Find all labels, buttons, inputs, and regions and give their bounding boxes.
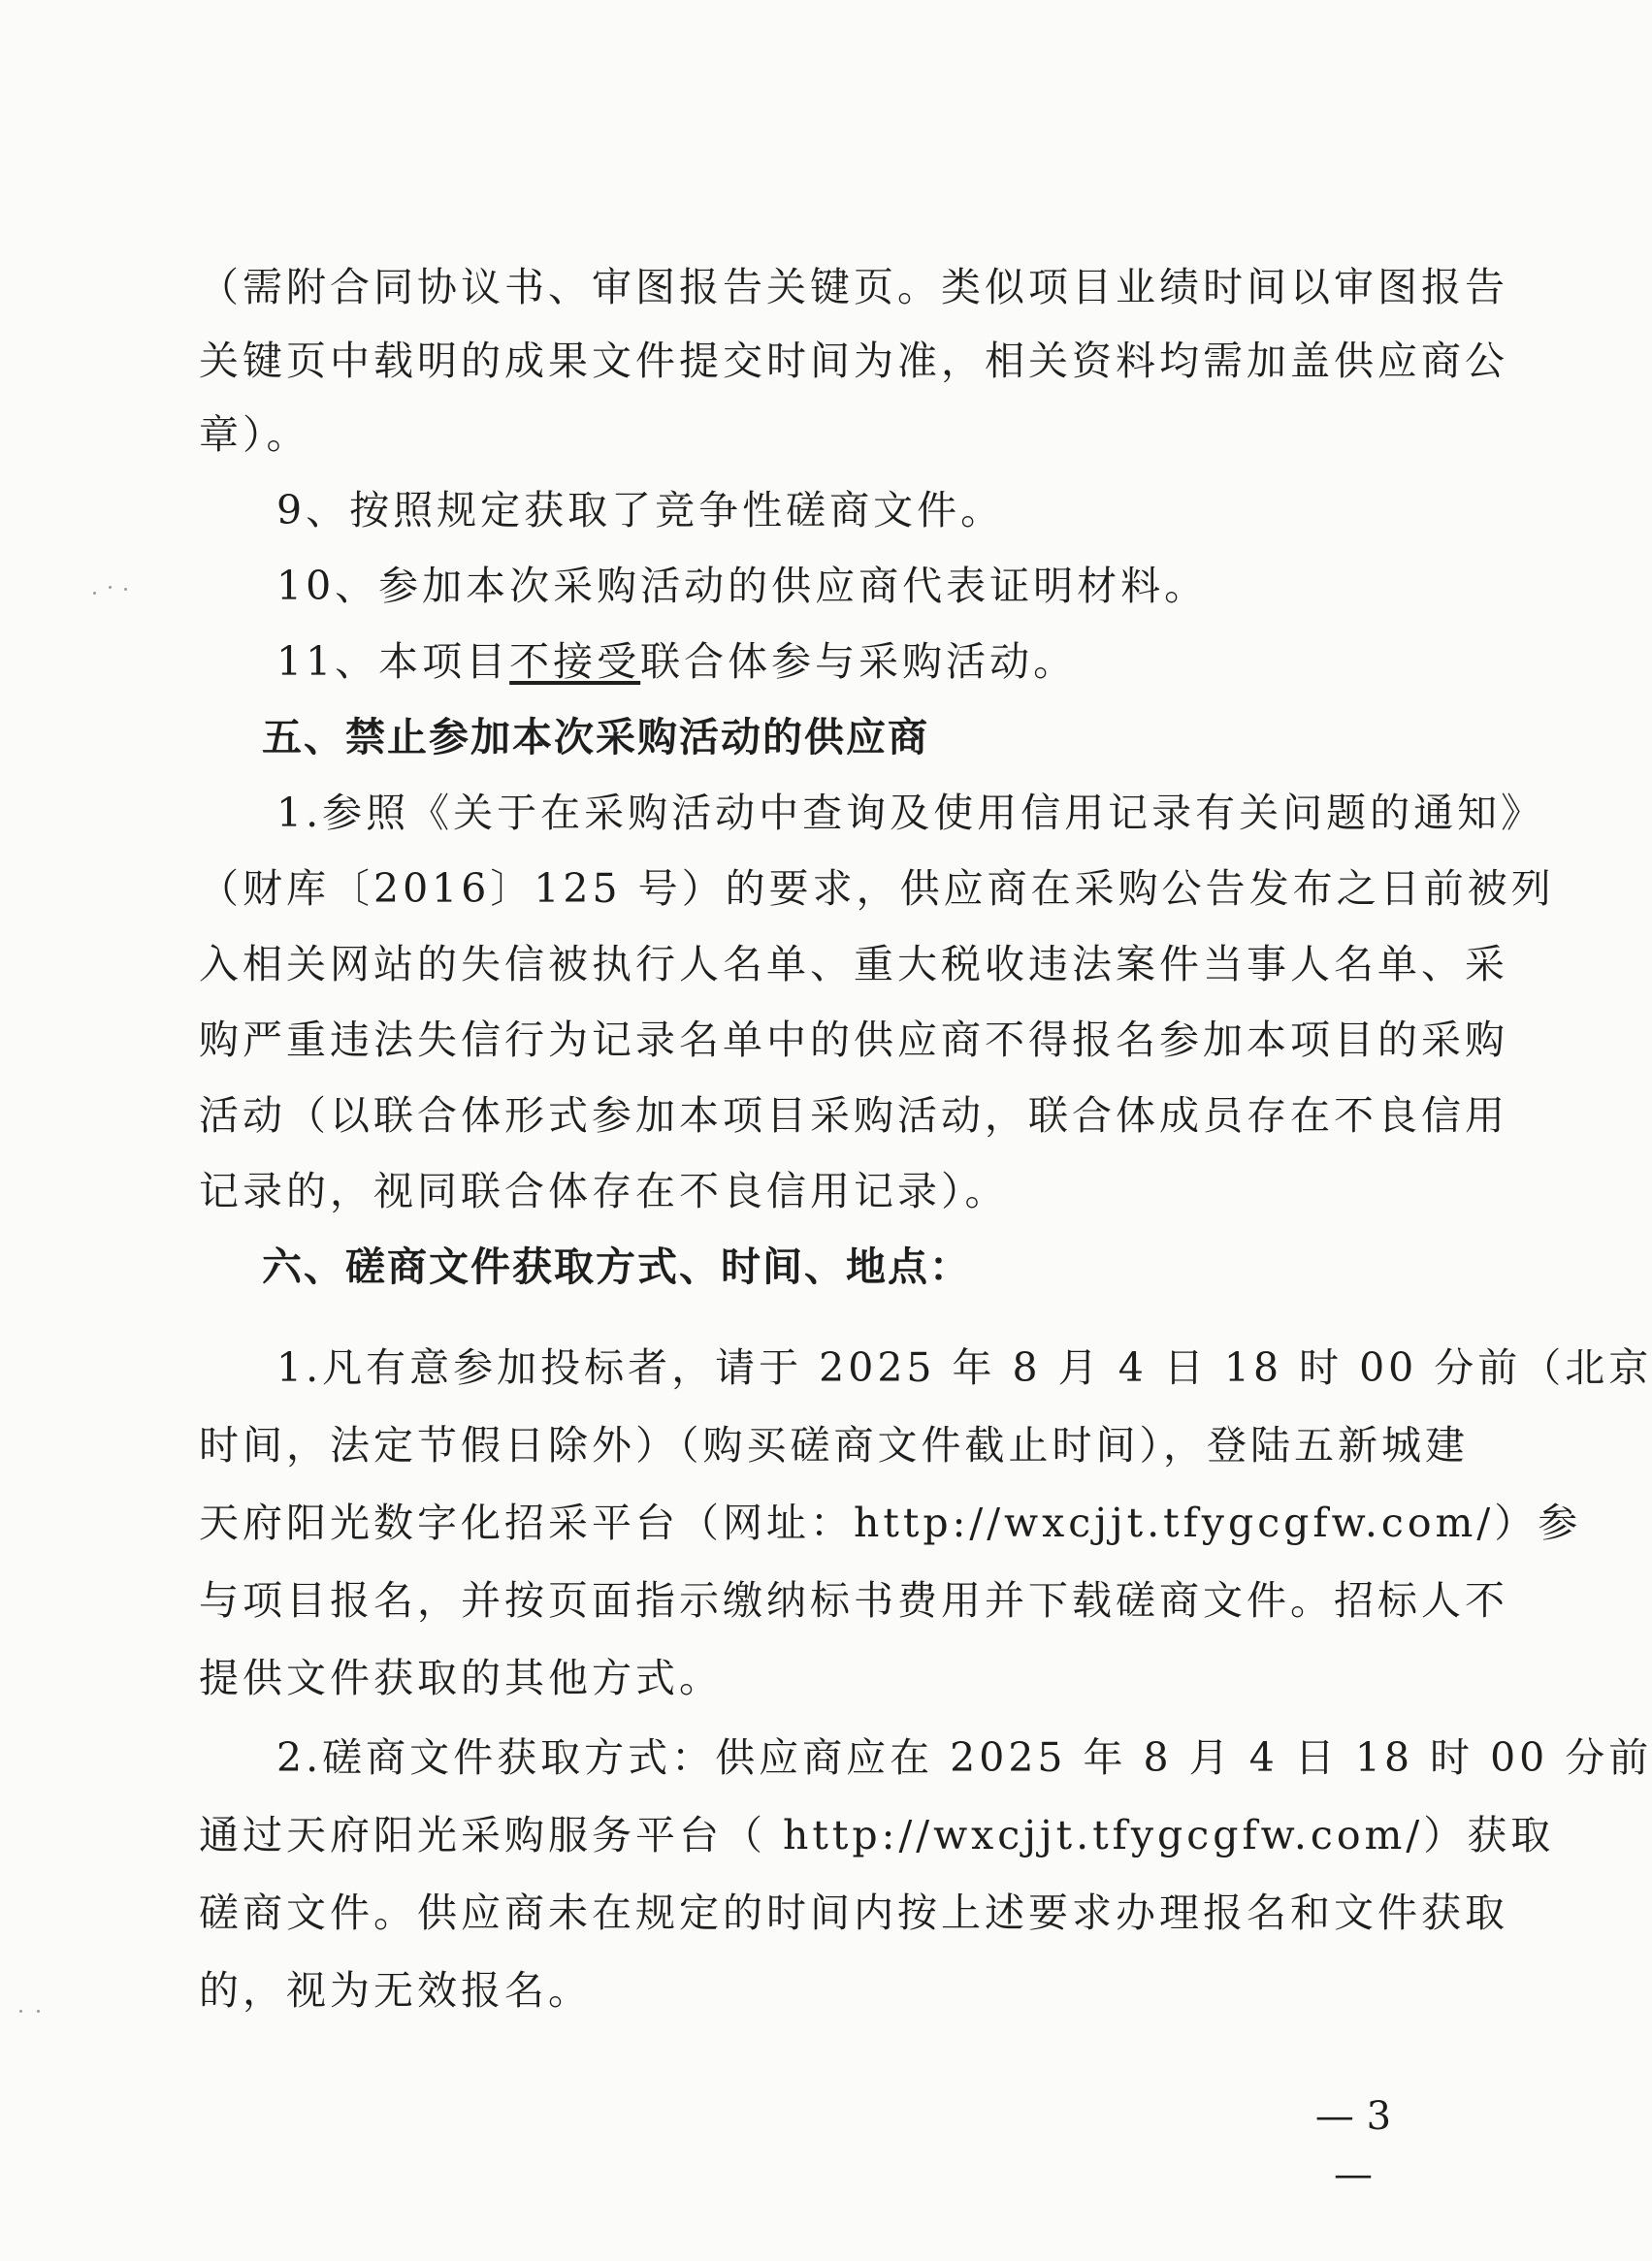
text-line: 磋商文件。供应商未在规定的时间内按上述要求办理报名和文件获取 — [199, 1890, 1508, 1936]
text-line: 章）。 — [199, 411, 310, 458]
scan-speck — [124, 588, 127, 591]
text-line: （财库〔2016〕125 号）的要求，供应商在采购公告发布之日前被列 — [199, 865, 1555, 912]
scan-speck — [93, 592, 96, 595]
list-item-text: 联合体参与采购活动。 — [640, 638, 1078, 685]
scan-speck — [37, 2010, 40, 2013]
text-line: 入相关网站的失信被执行人名单、重大税收违法案件当事人名单、采 — [199, 941, 1508, 987]
text-line: 与项目报名，并按页面指示缴纳标书费用并下载磋商文件。招标人不 — [199, 1577, 1508, 1624]
text-line: 1.凡有意参加投标者，请于 2025 年 8 月 4 日 18 时 00 分前（北京 — [276, 1344, 1652, 1391]
scan-speck — [109, 586, 112, 589]
text-line: 购严重违法失信行为记录名单中的供应商不得报名参加本项目的采购 — [199, 1017, 1508, 1063]
text-line: 提供文件获取的其他方式。 — [199, 1655, 723, 1701]
text-line: 的，视为无效报名。 — [199, 1967, 592, 2014]
text-line: （需附合同协议书、审图报告关键页。类似项目业绩时间以审图报告 — [199, 264, 1508, 310]
section-heading: 五、禁止参加本次采购活动的供应商 — [262, 714, 929, 760]
text-line: 通过天府阳光采购服务平台（ http://wxcjjt.tfygcgfw.com/）获取 — [199, 1812, 1555, 1858]
text-line: 时间，法定节假日除外）（购买磋商文件截止时间），登陆五新城建 — [199, 1422, 1469, 1469]
text-line: 2.磋商文件获取方式：供应商应在 2025 年 8 月 4 日 18 时 00 分前 — [276, 1734, 1652, 1781]
text-line: 关键页中载明的成果文件提交时间为准，相关资料均需加盖供应商公 — [199, 338, 1508, 384]
list-item-text: 11、本项目 — [276, 638, 510, 685]
scan-speck — [19, 2010, 22, 2013]
page-number: — 3 — — [1314, 2094, 1392, 2197]
text-line: 1.参照《关于在采购活动中查询及使用信用记录有关问题的通知》 — [276, 790, 1545, 836]
text-line: 记录的，视同联合体存在不良信用记录）。 — [199, 1168, 1009, 1214]
list-item: 10、参加本次采购活动的供应商代表证明材料。 — [276, 563, 1209, 609]
list-item: 9、按照规定获取了竞争性磋商文件。 — [276, 487, 1005, 533]
underlined-emphasis: 不接受 — [509, 638, 641, 685]
list-item — [276, 632, 1407, 691]
section-heading: 六、磋商文件获取方式、时间、地点： — [262, 1244, 971, 1290]
text-line: 天府阳光数字化招采平台（网址：http://wxcjjt.tfygcgfw.com/）参 — [199, 1500, 1582, 1546]
text-line: 活动（以联合体形式参加本项目采购活动，联合体成员存在不良信用 — [199, 1092, 1508, 1139]
